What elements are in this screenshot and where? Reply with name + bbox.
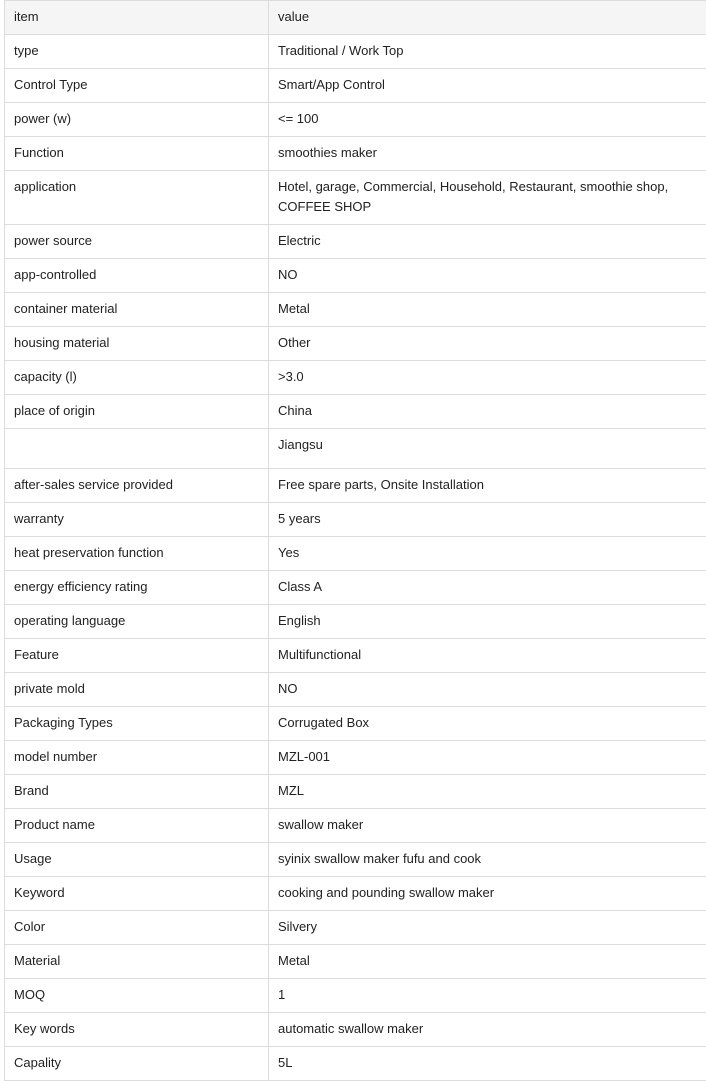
row-value-cell: 5 years <box>269 503 706 537</box>
table-row <box>5 639 706 673</box>
row-value-cell: Electric <box>269 225 706 259</box>
table-row <box>5 103 706 137</box>
table-row <box>5 395 706 429</box>
row-item-cell: Product name <box>5 809 269 843</box>
row-value-cell: MZL-001 <box>269 741 706 775</box>
row-item-cell: power (w) <box>5 103 269 137</box>
table-row <box>5 171 706 225</box>
row-item-cell: Material <box>5 945 269 979</box>
table-row <box>5 503 706 537</box>
row-item-cell: power source <box>5 225 269 259</box>
row-value-cell: automatic swallow maker <box>269 1013 706 1047</box>
table-header-row <box>5 1 706 35</box>
table-row <box>5 225 706 259</box>
row-item-cell: MOQ <box>5 979 269 1013</box>
row-value-cell: Metal <box>269 293 706 327</box>
table-row <box>5 469 706 503</box>
table-row <box>5 69 706 103</box>
row-item-cell: Feature <box>5 639 269 673</box>
table-row <box>5 605 706 639</box>
row-item-cell: model number <box>5 741 269 775</box>
row-value-cell: cooking and pounding swallow maker <box>269 877 706 911</box>
row-value-cell: Jiangsu <box>269 429 706 469</box>
row-value-cell: Free spare parts, Onsite Installation <box>269 469 706 503</box>
row-item-cell <box>5 429 269 469</box>
row-item-cell: Control Type <box>5 69 269 103</box>
row-value-cell: MZL <box>269 775 706 809</box>
row-value-cell: 1 <box>269 979 706 1013</box>
row-value-cell: NO <box>269 673 706 707</box>
row-item-cell: Usage <box>5 843 269 877</box>
table-row <box>5 707 706 741</box>
table-row <box>5 945 706 979</box>
header-value: value <box>269 1 706 35</box>
row-item-cell: energy efficiency rating <box>5 571 269 605</box>
row-item-cell: capacity (l) <box>5 361 269 395</box>
table-row <box>5 741 706 775</box>
table-row <box>5 259 706 293</box>
table-row <box>5 35 706 69</box>
row-item-cell: Key words <box>5 1013 269 1047</box>
row-value-cell: <= 100 <box>269 103 706 137</box>
row-value-cell: Silvery <box>269 911 706 945</box>
table-row <box>5 571 706 605</box>
table-row <box>5 1013 706 1047</box>
table-row <box>5 1047 706 1081</box>
row-item-cell: app-controlled <box>5 259 269 293</box>
row-item-cell: warranty <box>5 503 269 537</box>
row-item-cell: application <box>5 171 269 225</box>
row-value-cell: Corrugated Box <box>269 707 706 741</box>
row-item-cell: container material <box>5 293 269 327</box>
row-value-cell: 5L <box>269 1047 706 1081</box>
table-row <box>5 809 706 843</box>
table-row <box>5 137 706 171</box>
header-item: item <box>5 1 269 35</box>
row-value-cell: Traditional / Work Top <box>269 35 706 69</box>
table-row <box>5 775 706 809</box>
table-row <box>5 537 706 571</box>
row-item-cell: Function <box>5 137 269 171</box>
row-item-cell: Brand <box>5 775 269 809</box>
row-value-cell: >3.0 <box>269 361 706 395</box>
row-item-cell: Keyword <box>5 877 269 911</box>
row-item-cell: place of origin <box>5 395 269 429</box>
row-value-cell: Smart/App Control <box>269 69 706 103</box>
table-row <box>5 429 706 469</box>
row-value-cell: Class A <box>269 571 706 605</box>
row-item-cell: Packaging Types <box>5 707 269 741</box>
table-row <box>5 911 706 945</box>
table-row <box>5 673 706 707</box>
row-item-cell: type <box>5 35 269 69</box>
row-item-cell: private mold <box>5 673 269 707</box>
row-value-cell: smoothies maker <box>269 137 706 171</box>
row-value-cell: Hotel, garage, Commercial, Household, Restaurant, smoothie shop, COFFEE SHOP <box>269 171 706 225</box>
row-value-cell: English <box>269 605 706 639</box>
row-item-cell: housing material <box>5 327 269 361</box>
row-value-cell: swallow maker <box>269 809 706 843</box>
row-item-cell: Capality <box>5 1047 269 1081</box>
row-item-cell: heat preservation function <box>5 537 269 571</box>
table-row <box>5 877 706 911</box>
table-row <box>5 361 706 395</box>
row-value-cell: Yes <box>269 537 706 571</box>
row-value-cell: China <box>269 395 706 429</box>
row-item-cell: operating language <box>5 605 269 639</box>
table-row <box>5 843 706 877</box>
table-row <box>5 979 706 1013</box>
row-value-cell: syinix swallow maker fufu and cook <box>269 843 706 877</box>
row-value-cell: NO <box>269 259 706 293</box>
table-row <box>5 327 706 361</box>
row-value-cell: Multifunctional <box>269 639 706 673</box>
row-value-cell: Metal <box>269 945 706 979</box>
table-row <box>5 293 706 327</box>
spec-table <box>4 0 706 1081</box>
spec-table-body <box>5 1 706 1081</box>
row-item-cell: after-sales service provided <box>5 469 269 503</box>
row-item-cell: Color <box>5 911 269 945</box>
row-value-cell: Other <box>269 327 706 361</box>
